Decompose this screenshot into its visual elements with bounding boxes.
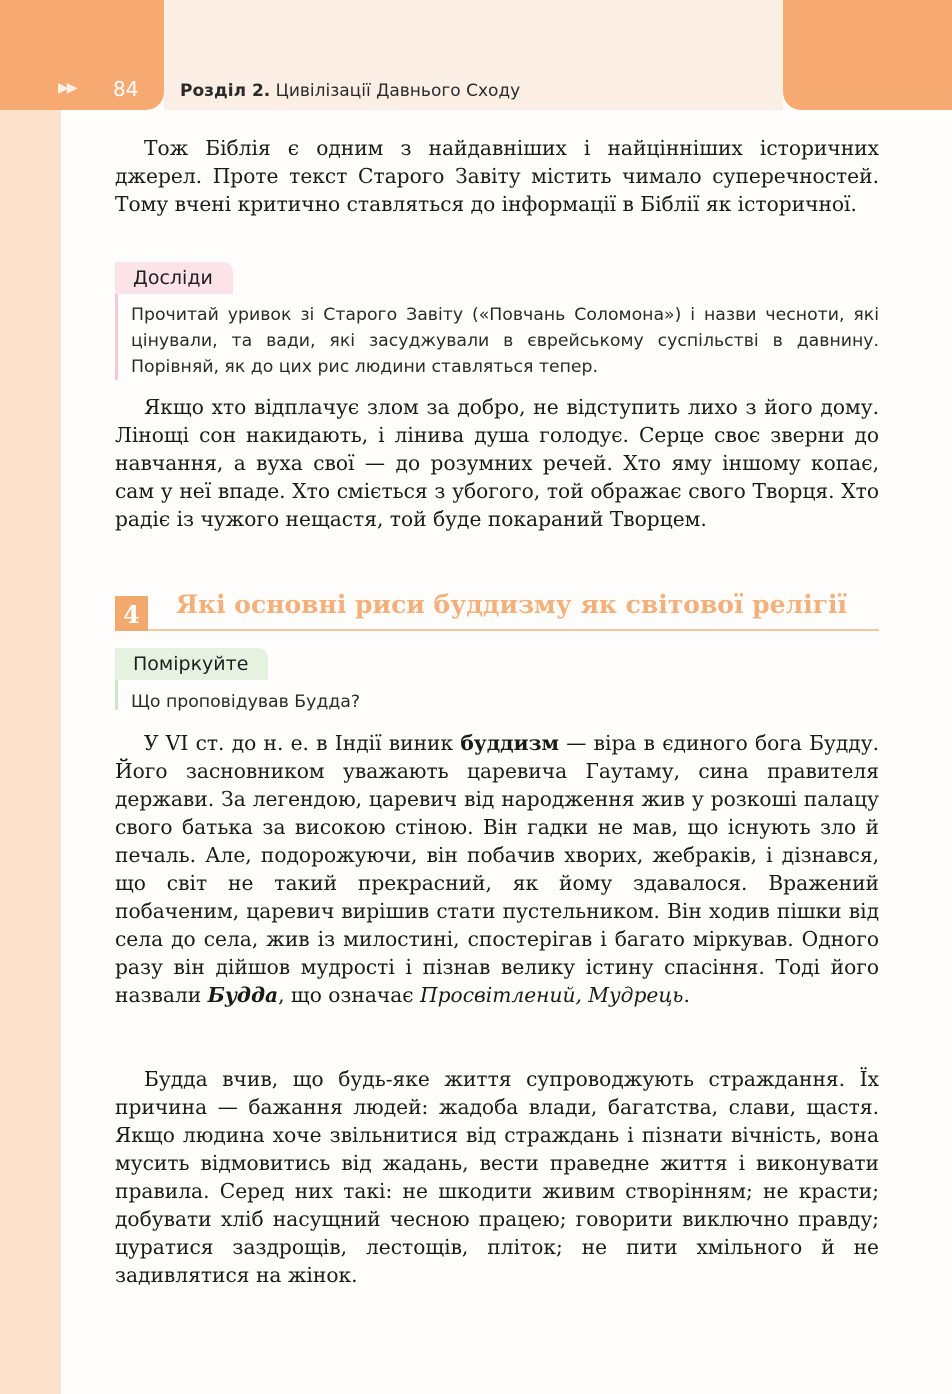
term-buddha: Будда <box>207 983 279 1007</box>
think-box-rule <box>115 680 118 710</box>
buddhism-text-4: . <box>683 983 690 1007</box>
chapter-title: Цивілізації Давнього Сходу <box>270 81 521 101</box>
page-number: 84 <box>113 77 139 101</box>
chapter-label: Розділ 2. <box>180 81 271 101</box>
research-box-rule <box>115 294 118 380</box>
think-box-text: Що проповідував Будда? <box>131 692 361 712</box>
header-tab-left <box>0 0 164 110</box>
paragraph-teaching: Будда вчив, що будь-яке життя супроводжують страждання. Їх причина — бажання людей: жадоба влади, багатства, слави, щастя. Якщо людина хоче звільнитися від страждань і пізнати вічність, вона мусить відмовитись від жадань, вести праведне життя і виконувати правила. Серед них такі: не шкодити живим створінням; не красти; добувати хліб насущний чесною працею; говорити виключно правду; цуратися заздрощів, лестощів, пліток; не пити хмільного й не задивлятися на жінок. <box>115 1067 879 1287</box>
double-arrow-icon: ▶▶ <box>58 80 76 96</box>
buddhism-text-2: — віра в єдиного бога Будду. Його засновником уважають царевича Гаутаму, сина правителя держави. За легендою, царевич від народження жив у розкоші палацу свого батька за високою стіною. Він гадки не мав, що існують зло й печаль. Але, подорожуючи, він побачив хворих, жебраків, і дізнався, що світ не такий прекрасний, як йому здавалося. Вражений побаченим, царевич вирішив стати пустельником. Він ходив пішки від села до села, жив із милостині, спостерігав і багато міркував. Одного разу він дійшов мудрості і пізнав велику істину спасіння. Тоді його назвали <box>115 731 880 1007</box>
paragraph-buddhism <box>115 729 879 1009</box>
research-box-text: Прочитай уривок зі Старого Завіту («Повчань Соломона») і назви чесноти, які цінували, та вади, які засуджували в єврейському суспільстві в давнину. Порівняй, як до цих рис людини ставляться тепер. <box>131 305 879 377</box>
page-margin-band <box>0 0 61 1394</box>
term-enlightened: Просвітлений, Мудрець <box>420 983 684 1007</box>
section-number-badge: 4 <box>115 596 148 631</box>
section-title: Які основні риси буддизму як світової релігії <box>176 590 848 619</box>
paragraph-quote: Якщо хто відплачує злом за добро, не відступить лихо з його дому. Лінощі сон накидають, і лінива душа голодує. Серце своє зверни до навчання, а вуха свої — до розумних речей. Хто яму іншому копає, сам у неї впаде. Хто сміється з убогого, той ображає свого Творця. Хто радіє із чужого нещастя, той буде покараний Творцем. <box>115 395 879 531</box>
think-box-label: Поміркуйте <box>115 648 268 680</box>
paragraph-bible: Тож Біблія є одним з найдавніших і найцінніших історичних джерел. Проте текст Старого Завіту містить чимало суперечностей. Тому вчені критично ставляться до інформації в Біблії як історичної. <box>115 136 879 216</box>
buddhism-text-3: , що означає <box>278 983 421 1007</box>
buddhism-text-1: У VI ст. до н. е. в Індії виник <box>144 731 461 755</box>
term-buddhism: буддизм <box>460 731 560 755</box>
running-head <box>180 81 520 101</box>
research-box-label: Досліди <box>115 262 233 294</box>
header-tab-right <box>783 0 952 110</box>
section-title-rule <box>148 629 879 631</box>
